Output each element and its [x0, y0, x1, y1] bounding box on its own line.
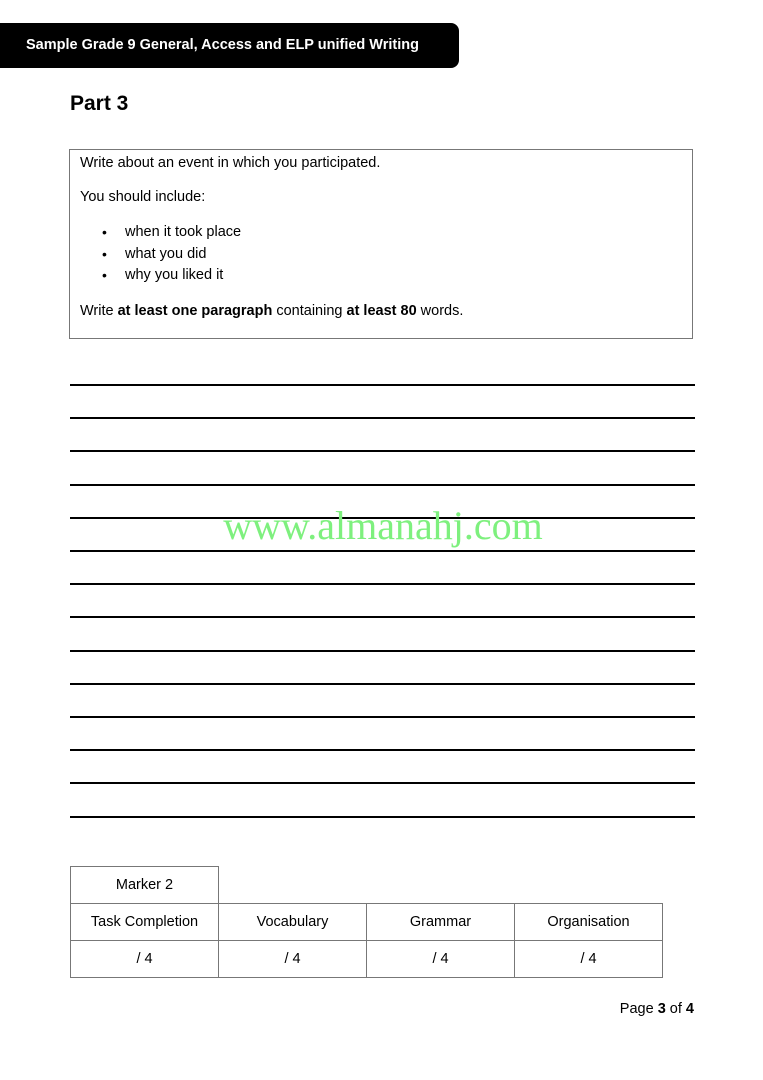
writing-line[interactable] [70, 583, 695, 585]
score-vocabulary[interactable]: / 4 [219, 941, 367, 978]
writing-line[interactable] [70, 683, 695, 685]
header-task-completion: Task Completion [71, 904, 219, 941]
marker-score-table [70, 866, 663, 978]
bullet-icon: • [102, 267, 107, 283]
writing-line[interactable] [70, 550, 695, 552]
bullet-icon: • [102, 245, 107, 262]
page-number: Page 3 of 4 [619, 1001, 694, 1017]
writing-line[interactable] [70, 816, 695, 818]
writing-line[interactable] [70, 650, 695, 652]
writing-line[interactable] [70, 450, 695, 452]
prompt-include-label: You should include: [80, 189, 206, 205]
bullet-icon: • [102, 224, 107, 240]
bullet-item: • what you did [80, 244, 682, 266]
header-grammar: Grammar [367, 904, 515, 941]
writing-area[interactable] [70, 384, 695, 820]
score-task-completion[interactable]: / 4 [71, 941, 219, 978]
bullet-item: • why you liked it [80, 265, 682, 287]
prompt-bullet-list [80, 222, 682, 287]
writing-line[interactable] [70, 782, 695, 784]
writing-line[interactable] [70, 484, 695, 486]
writing-line[interactable] [70, 716, 695, 718]
writing-line[interactable] [70, 384, 695, 386]
part-title: Part 3 [70, 92, 129, 115]
prompt-instruction: Write at least one paragraph containing at least 80 words. [80, 302, 464, 319]
header-organisation: Organisation [515, 904, 663, 941]
writing-line[interactable] [70, 616, 695, 618]
score-organisation[interactable]: / 4 [515, 941, 663, 978]
watermark: www.almanahj.com [223, 503, 543, 548]
writing-line[interactable] [70, 749, 695, 751]
bullet-item: • when it took place [80, 222, 682, 244]
prompt-box [69, 149, 693, 339]
score-grammar[interactable]: / 4 [367, 941, 515, 978]
header-vocabulary: Vocabulary [219, 904, 367, 941]
writing-line[interactable] [70, 417, 695, 419]
header-banner [0, 23, 459, 68]
prompt-intro: Write about an event in which you participated. [80, 155, 381, 171]
marker-label: Marker 2 [71, 867, 219, 904]
banner-text: Sample Grade 9 General, Access and ELP unified Writing [26, 37, 419, 53]
